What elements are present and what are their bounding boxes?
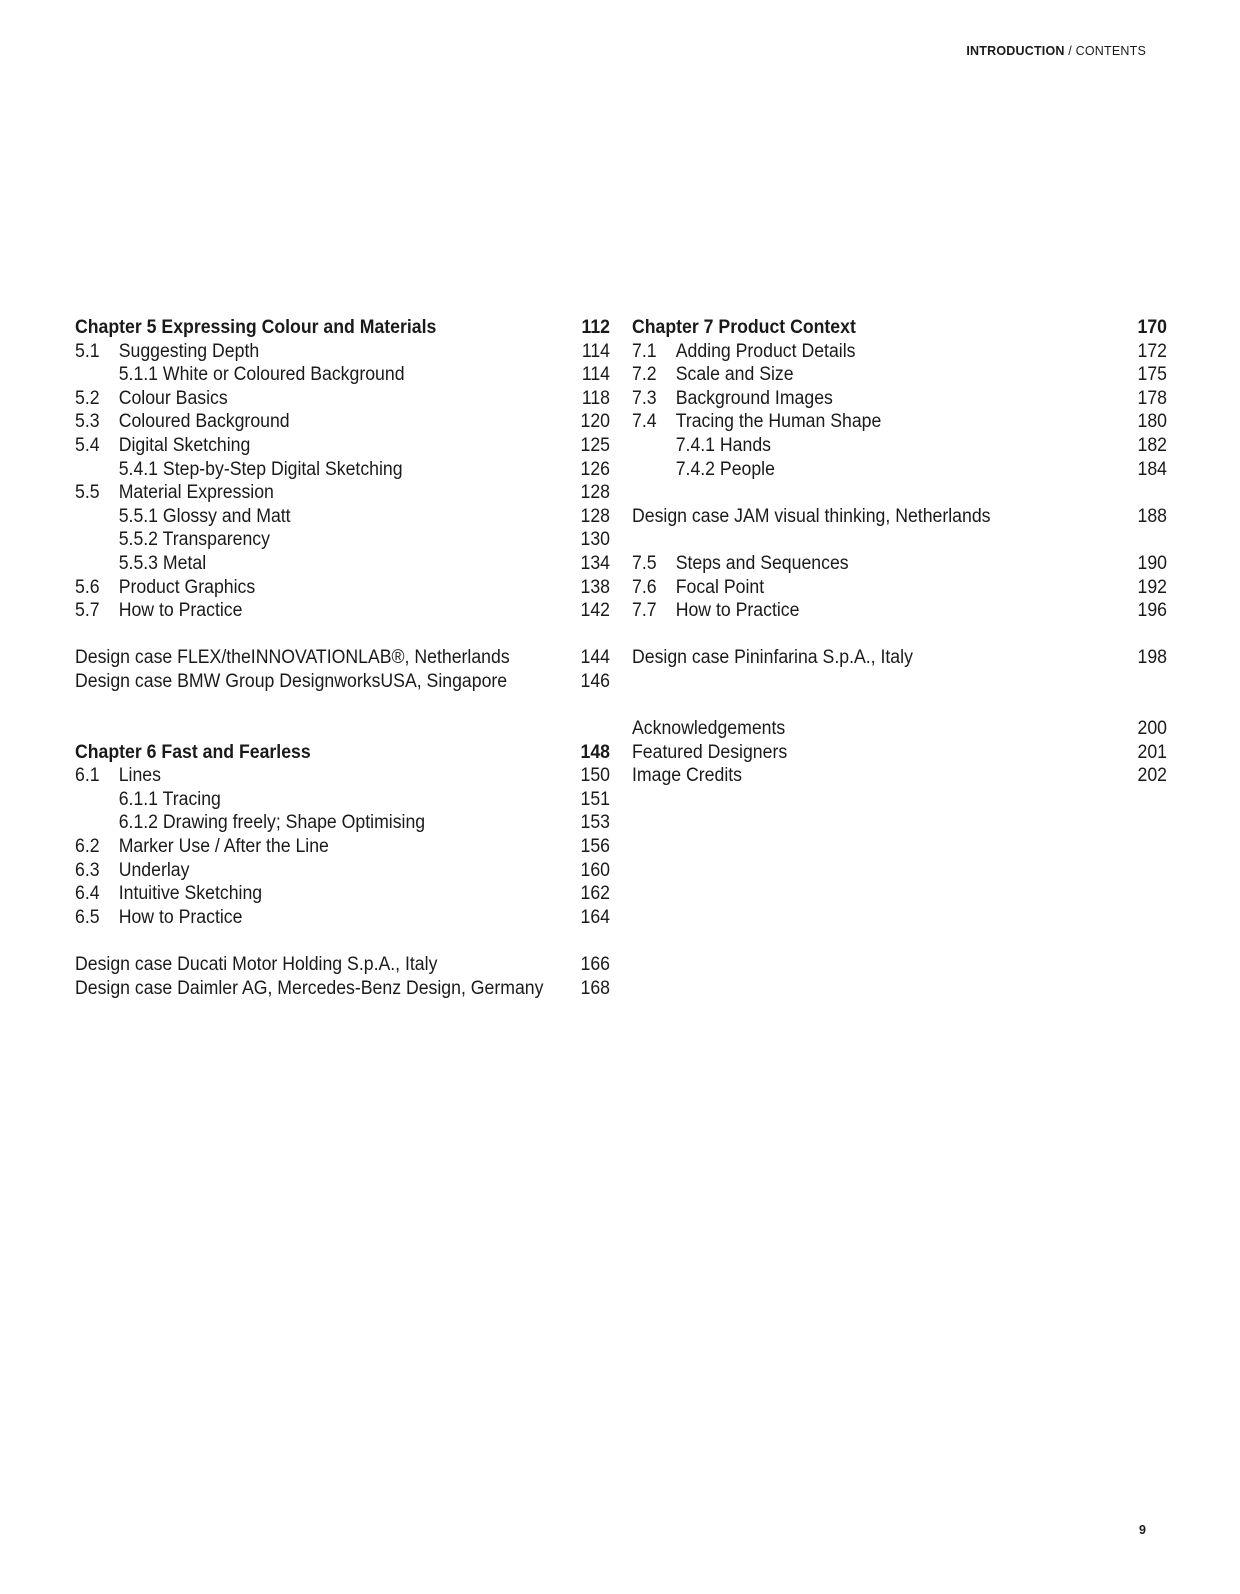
toc-entry-title: 7.4.1 Hands — [675, 434, 772, 456]
toc-entry-page: 128 — [580, 505, 610, 527]
running-head — [966, 44, 1146, 58]
toc-entry-page: 120 — [580, 411, 610, 433]
toc-entry-page: 182 — [1137, 434, 1167, 456]
toc-entry-title: Design case FLEX/theINNOVATIONLAB®, Netherlands — [75, 647, 510, 669]
toc-chapter-heading — [75, 741, 610, 765]
toc-entry — [75, 670, 610, 694]
toc-entry-title: 6.1.2 Drawing freely; Shape Optimising — [118, 812, 426, 834]
toc-entry — [632, 410, 1167, 434]
toc-entry-number: 7.2 — [632, 364, 657, 386]
toc-entry-title: Design case Ducati Motor Holding S.p.A., Italy — [75, 954, 438, 976]
toc-entry-title: 7.4.2 People — [675, 458, 775, 480]
toc-entry — [75, 363, 610, 387]
toc-entry-page: 150 — [580, 765, 610, 787]
toc-entry-page: 164 — [580, 906, 610, 928]
toc-entry-number: 6.4 — [75, 883, 100, 905]
toc-entry — [75, 977, 610, 1001]
toc-entry — [632, 764, 1167, 788]
toc-entry-page: 151 — [580, 788, 610, 810]
toc-entry-title: How to Practice — [118, 906, 243, 928]
toc-entry-page: 156 — [580, 836, 610, 858]
toc-entry — [75, 764, 610, 788]
toc-entry — [632, 717, 1167, 741]
toc-entry-title: Intuitive Sketching — [118, 883, 263, 905]
toc-entry-title: 5.1.1 White or Coloured Background — [118, 364, 405, 386]
toc-entry — [632, 646, 1167, 670]
toc-entry-page: 178 — [1137, 387, 1167, 409]
toc-entry — [75, 340, 610, 364]
toc-entry-title: Featured Designers — [632, 741, 788, 763]
toc-entry-title: Design case JAM visual thinking, Netherlands — [632, 505, 991, 527]
toc-entry-number: 5.4 — [75, 434, 100, 456]
toc-spacer — [75, 694, 610, 741]
toc-entry — [75, 859, 610, 883]
toc-entry — [75, 811, 610, 835]
toc-entry — [75, 434, 610, 458]
toc-entry — [632, 387, 1167, 411]
toc-entry-number: 5.3 — [75, 411, 100, 433]
toc-entry-number: 6.3 — [75, 859, 100, 881]
toc-entry-page: 168 — [580, 977, 610, 999]
toc-entry-title: Design case BMW Group DesignworksUSA, Singapore — [75, 670, 508, 692]
running-head-separator: / — [1064, 44, 1076, 58]
toc-entry — [632, 340, 1167, 364]
toc-entry-page: 196 — [1137, 600, 1167, 622]
toc-entry — [75, 387, 610, 411]
toc-left-column — [75, 316, 610, 1000]
toc-entry — [75, 906, 610, 930]
toc-entry — [75, 599, 610, 623]
toc-entry — [75, 882, 610, 906]
toc-entry-page: 138 — [580, 576, 610, 598]
toc-entry-title: 5.5.3 Metal — [118, 552, 207, 574]
toc-entry-page: 118 — [581, 387, 610, 409]
toc-entry-title: 5.4.1 Step-by-Step Digital Sketching — [118, 458, 403, 480]
toc-spacer — [75, 623, 610, 647]
toc-entry-title: Chapter 6 Fast and Fearless — [75, 741, 311, 763]
toc-entry-number: 5.5 — [75, 482, 100, 504]
toc-entry-title: Marker Use / After the Line — [118, 836, 329, 858]
toc-entry-page: 188 — [1137, 505, 1167, 527]
toc-entry-page: 144 — [580, 647, 610, 669]
toc-spacer — [632, 481, 1167, 505]
toc-entry-title: Product Graphics — [118, 576, 256, 598]
toc-entry-page: 112 — [581, 317, 610, 338]
toc-entry-page: 198 — [1137, 647, 1167, 669]
toc-entry-number: 7.5 — [632, 552, 657, 574]
toc-entry-title: Lines — [118, 765, 161, 787]
running-head-subsection: CONTENTS — [1075, 44, 1146, 58]
toc-entry-number: 7.1 — [632, 340, 657, 362]
toc-entry-title: Image Credits — [632, 765, 743, 787]
toc-chapter-heading — [632, 316, 1167, 340]
toc-entry-page: 201 — [1137, 741, 1167, 763]
toc-entry-number: 7.7 — [632, 600, 657, 622]
toc-entry-number: 5.6 — [75, 576, 100, 598]
toc-entry — [75, 835, 610, 859]
toc-entry — [75, 528, 610, 552]
toc-entry-title: Background Images — [675, 387, 833, 409]
toc-entry-number: 7.6 — [632, 576, 657, 598]
toc-entry-title: Tracing the Human Shape — [675, 411, 882, 433]
toc-entry-title: Chapter 5 Expressing Colour and Materials — [75, 317, 437, 338]
toc-entry-page: 192 — [1137, 576, 1167, 598]
toc-entry-page: 162 — [580, 883, 610, 905]
toc-entry-number: 5.1 — [75, 340, 100, 362]
toc-spacer — [632, 528, 1167, 552]
toc-entry-page: 142 — [580, 600, 610, 622]
toc-spacer — [632, 670, 1167, 717]
toc-entry-page: 134 — [580, 552, 610, 574]
toc-entry — [75, 788, 610, 812]
toc-entry-title: Acknowledgements — [632, 718, 786, 740]
toc-spacer — [632, 623, 1167, 647]
toc-entry-number: 5.7 — [75, 600, 100, 622]
toc-entry — [75, 552, 610, 576]
toc-entry — [632, 505, 1167, 529]
toc-entry — [75, 410, 610, 434]
toc-entry-page: 128 — [580, 482, 610, 504]
toc-entry — [632, 576, 1167, 600]
toc-entry-page: 202 — [1137, 765, 1167, 787]
toc-entry-page: 200 — [1137, 718, 1167, 740]
toc-entry-page: 160 — [580, 859, 610, 881]
toc-entry-title: Coloured Background — [118, 411, 290, 433]
toc-entry — [75, 481, 610, 505]
toc-entry-title: Scale and Size — [675, 364, 794, 386]
page-number: 9 — [1139, 1523, 1146, 1537]
toc-entry-page: 180 — [1137, 411, 1167, 433]
toc-entry-title: How to Practice — [118, 600, 243, 622]
toc-entry-page: 175 — [1137, 364, 1167, 386]
toc-entry-title: Design case Pininfarina S.p.A., Italy — [632, 647, 913, 669]
toc-entry-title: 5.5.2 Transparency — [118, 529, 270, 551]
running-head-section: INTRODUCTION — [966, 44, 1065, 58]
toc-entry — [632, 363, 1167, 387]
toc-entry-page: 130 — [580, 529, 610, 551]
toc-entry-title: Chapter 7 Product Context — [632, 317, 856, 338]
toc-entry-page: 172 — [1137, 340, 1167, 362]
toc-right-column — [632, 316, 1167, 788]
toc-entry-page: 148 — [580, 741, 610, 763]
toc-entry — [632, 434, 1167, 458]
toc-entry-number: 5.2 — [75, 387, 100, 409]
toc-entry-title: Design case Daimler AG, Mercedes-Benz Design, Germany — [75, 977, 544, 999]
toc-entry-title: Material Expression — [118, 482, 274, 504]
toc-entry-number: 7.3 — [632, 387, 657, 409]
toc-entry-title: Steps and Sequences — [675, 552, 849, 574]
toc-spacer — [75, 929, 610, 953]
toc-entry — [632, 599, 1167, 623]
toc-entry-title: Suggesting Depth — [118, 340, 260, 362]
toc-entry-page: 125 — [580, 434, 610, 456]
toc-entry-number: 6.1 — [75, 765, 100, 787]
toc-entry-title: Digital Sketching — [118, 434, 251, 456]
toc-entry-page: 146 — [580, 670, 610, 692]
toc-entry-number: 6.5 — [75, 906, 100, 928]
toc-entry-page: 126 — [580, 458, 610, 480]
toc-entry-title: Adding Product Details — [675, 340, 856, 362]
toc-entry-page: 170 — [1137, 317, 1167, 338]
toc-entry — [632, 741, 1167, 765]
toc-entry-title: Focal Point — [675, 576, 765, 598]
toc-entry-number: 7.4 — [632, 411, 657, 433]
toc-entry-title: Colour Basics — [118, 387, 228, 409]
toc-entry-page: 114 — [581, 340, 610, 362]
toc-entry — [632, 552, 1167, 576]
toc-entry-title: 5.5.1 Glossy and Matt — [118, 505, 291, 527]
toc-entry — [75, 458, 610, 482]
toc-entry-page: 153 — [580, 812, 610, 834]
toc-chapter-heading — [75, 316, 610, 340]
toc-entry-page: 166 — [580, 954, 610, 976]
toc-entry-title: Underlay — [118, 859, 190, 881]
toc-entry — [75, 505, 610, 529]
toc-entry — [75, 646, 610, 670]
toc-entry — [75, 953, 610, 977]
toc-entry-title: 6.1.1 Tracing — [118, 788, 221, 810]
toc-entry-page: 184 — [1137, 458, 1167, 480]
toc-entry — [632, 458, 1167, 482]
toc-entry-page: 114 — [581, 364, 610, 386]
toc-entry-number: 6.2 — [75, 836, 100, 858]
toc-entry — [75, 576, 610, 600]
toc-entry-page: 190 — [1137, 552, 1167, 574]
toc-entry-title: How to Practice — [675, 600, 800, 622]
